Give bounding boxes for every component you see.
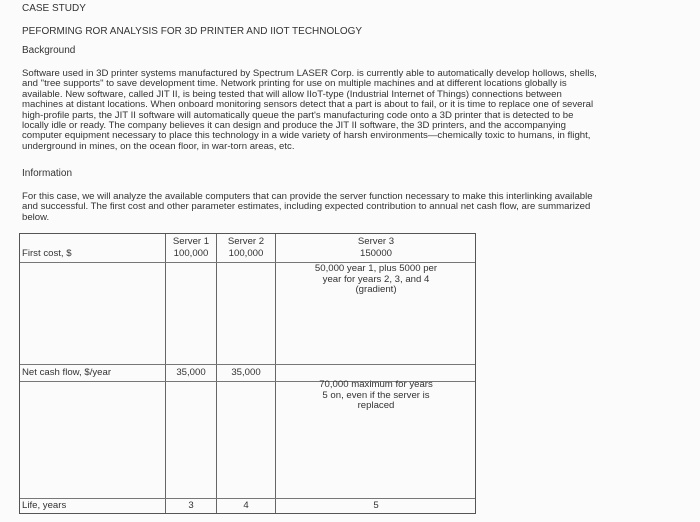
header-server-3: Server 3 [357,236,395,247]
paragraph-line: locally idle or ready. The company believes it can design and produce the JIT II software, the 3D printers, and the accompanying [22,120,566,132]
case-study-label: CASE STUDY [22,3,86,14]
life-server-2: 4 [243,500,249,511]
note-line: replaced [357,400,395,412]
paragraph-line: computer equipment necessary to place this technology in a wide variety of harsh environments—chemically toxic to humans, in flight, [22,130,591,142]
paragraph-line: high-profile parts, the JIT II software will automatically queue the part's manufacturing code onto a 3D printer that is detected to be [22,109,574,121]
header-server-1: Server 1 [172,236,210,247]
paragraph-line: below. [22,211,50,223]
first-cost-server-1: 100,000 [173,248,209,259]
first-cost-server-3: 150000 [359,248,392,259]
header-server-2: Server 2 [227,236,265,247]
paragraph-line: Software used in 3D printer systems manufactured by Spectrum LASER Corp. is currently able to automatically develop hollows, shells, [22,68,597,79]
life-server-3: 5 [373,500,379,511]
net-cash-flow-server-1: 35,000 [176,367,206,378]
paragraph-line: For this case, we will analyze the available computers that can provide the server function necessary to make this interlinking available [22,191,593,202]
background-paragraph [22,69,662,152]
paragraph-line: underground in mines, on the ocean floor, in war-torn areas, etc. [22,140,295,152]
row-label-first-cost: First cost, $ [22,248,72,259]
note-line: 50,000 year 1, plus 5000 per [314,263,438,274]
row-label-net-cash-flow: Net cash flow, $/year [22,367,112,378]
document-title: PEFORMING ROR ANALYSIS FOR 3D PRINTER AND IIOT TECHNOLOGY [22,26,363,37]
note-line: (gradient) [355,284,397,296]
paragraph-line: and "tree supports" to save development time. Network printing for use on multiple machines and at different locations globally is [22,78,567,90]
note-line: 70,000 maximum for years [319,379,433,390]
information-heading: Information [22,168,73,179]
note-line: 5 on, even if the server is [322,389,430,401]
net-cash-flow-server-3-note [276,380,476,412]
paragraph-line: available. New software, called JIT II, is being tested that will allow IIoT-type (Industrial Internet of Things) connections between [22,88,562,100]
paragraph-line: and successful. The first cost and other parameter estimates, including expected contribution to annual net cash flow, are summarized [22,201,591,213]
net-cash-flow-server-2: 35,000 [231,367,261,378]
row-label-life-years: Life, years [22,500,67,511]
information-paragraph [22,192,662,223]
paragraph-line: machines at distant locations. When onboard monitoring sensors detect that a part is about to fail, or it is time to replace one of several [22,99,594,111]
first-cost-server-2: 100,000 [228,248,264,259]
table-row-divider [20,498,475,499]
first-cost-server-3-note [276,264,476,296]
note-line: year for years 2, 3, and 4 [322,273,430,285]
life-server-1: 3 [188,500,194,511]
background-heading: Background [22,45,76,56]
server-comparison-table [19,233,476,514]
table-row-divider [20,364,475,365]
